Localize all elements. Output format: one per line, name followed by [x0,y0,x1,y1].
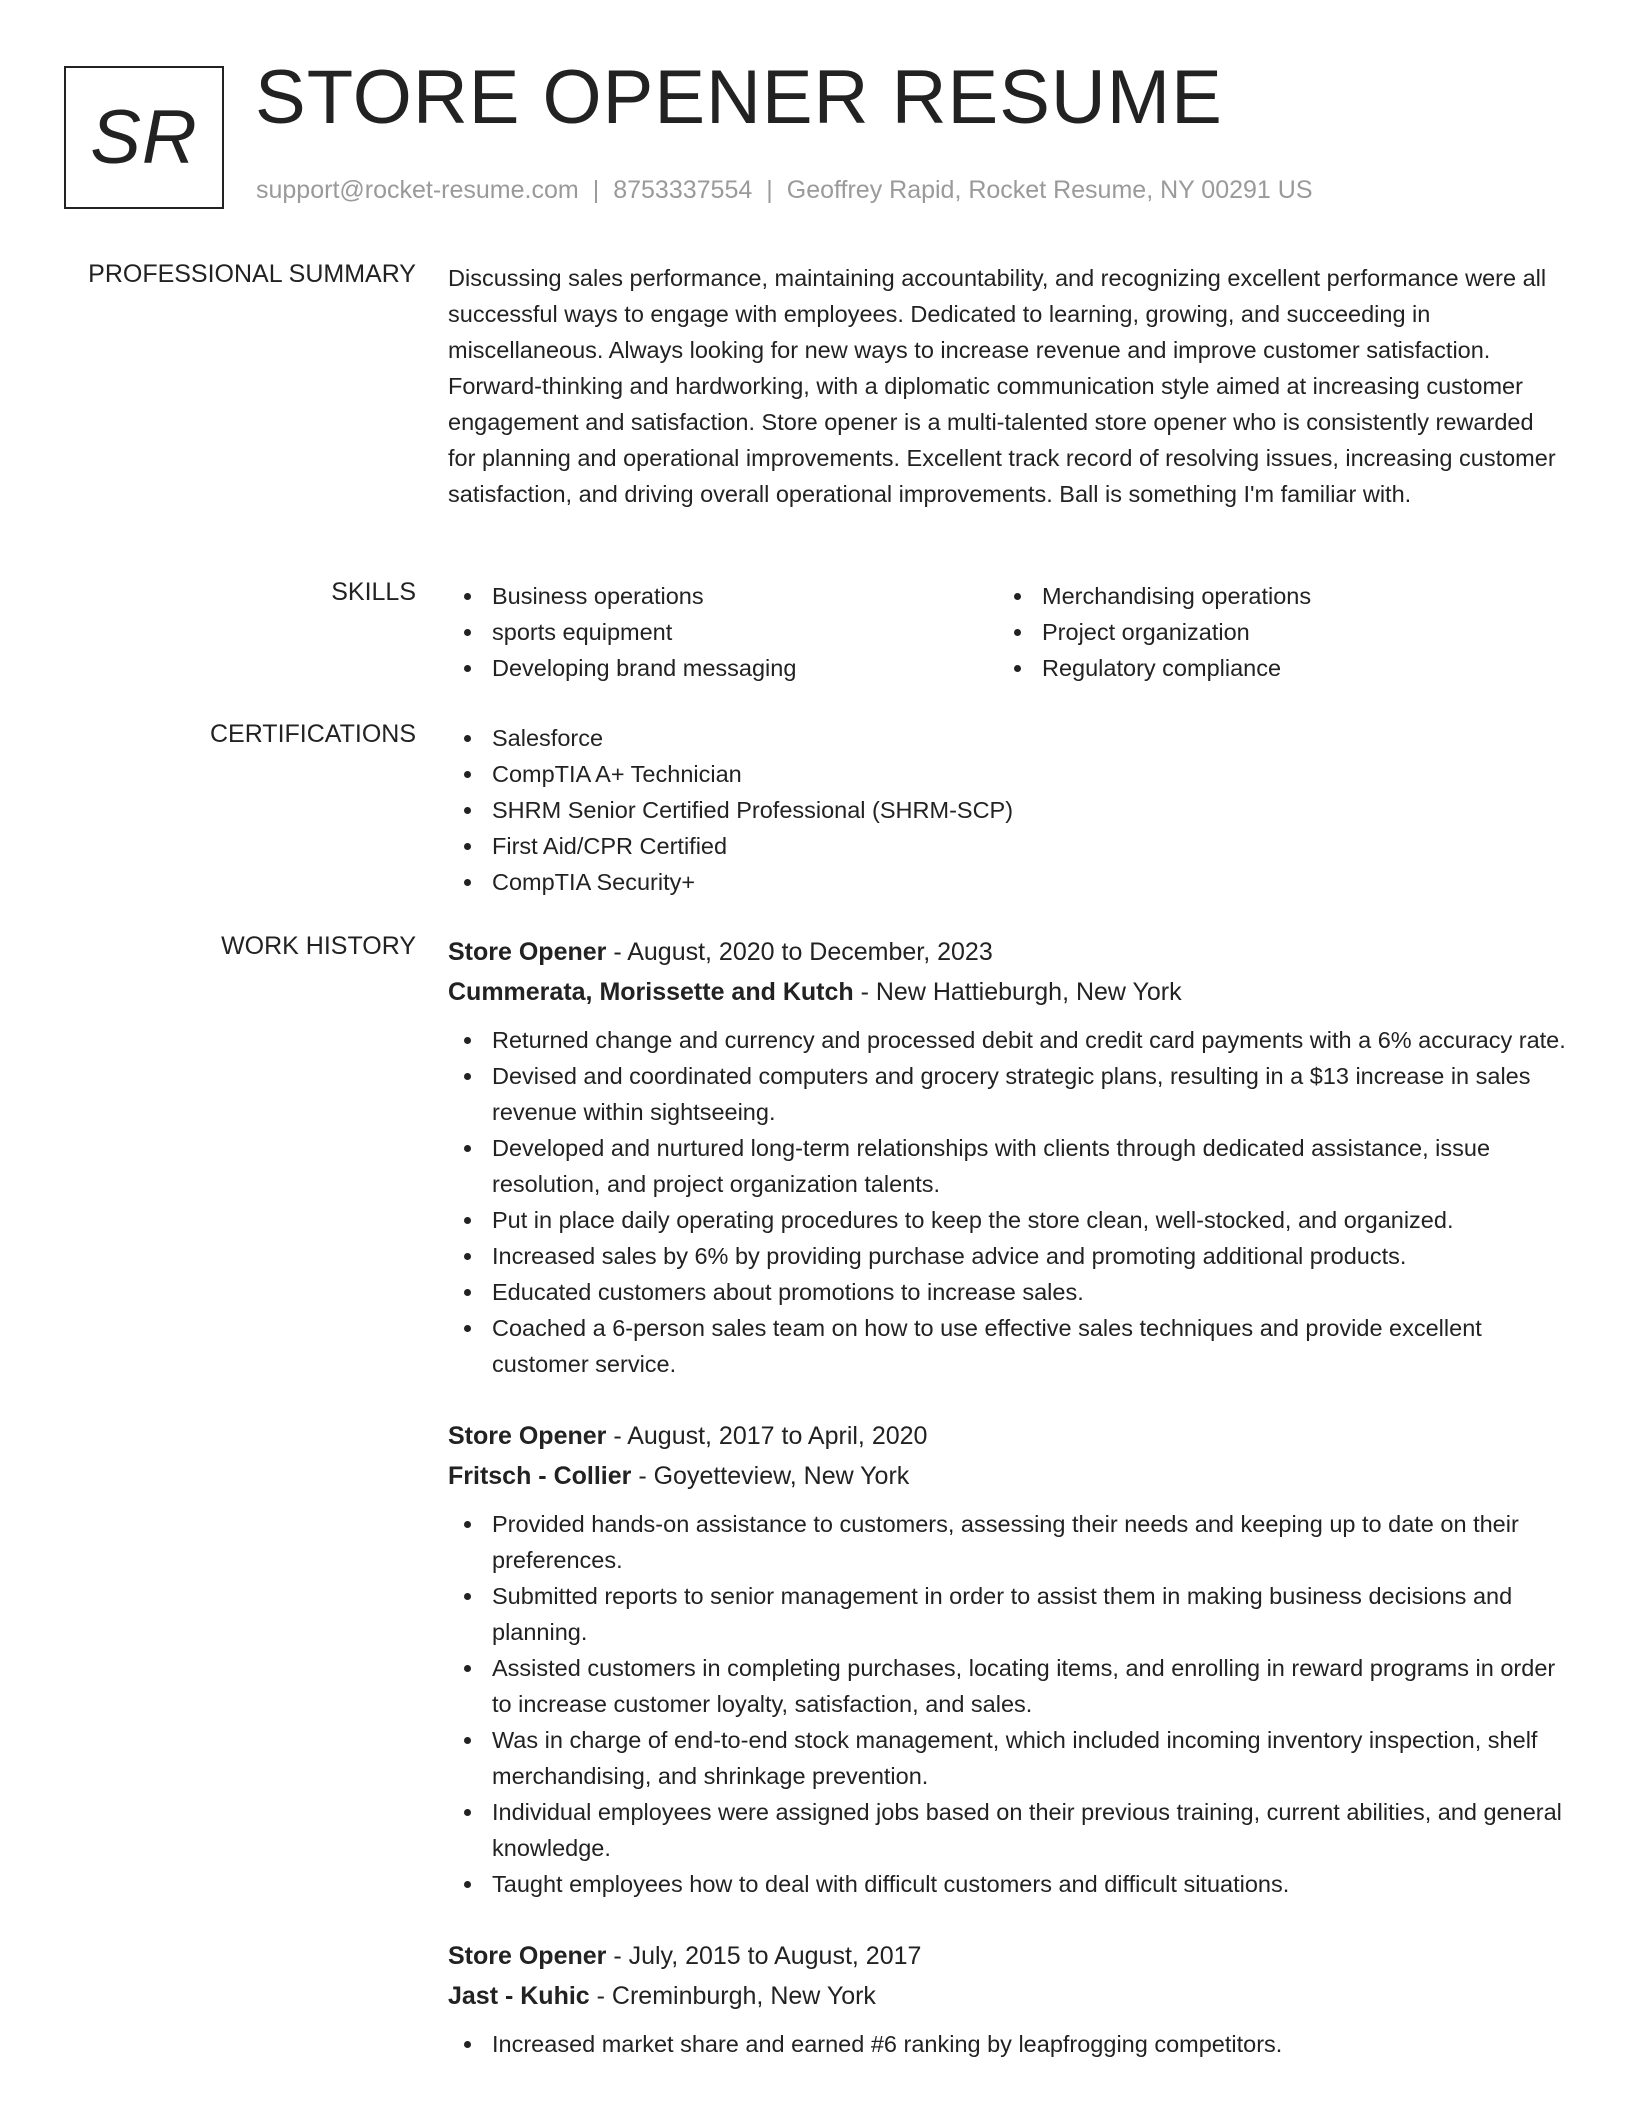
job-title: Store Opener [448,1422,607,1450]
certifications-heading: CERTIFICATIONS [209,720,416,748]
job-bullet: Increased sales by 6% by providing purchase advice and promoting additional products. [448,1238,1566,1274]
job-location: - New Hattieburgh, New York [853,978,1182,1006]
job-dates: - July, 2015 to August, 2017 [606,1942,922,1970]
job-company: Jast - Kuhic [448,1982,590,2010]
monogram-initials: SR [90,95,198,180]
job-company-line [448,1456,1566,1496]
summary-heading: PROFESSIONAL SUMMARY [88,260,416,288]
skill-item: Regulatory compliance [998,650,1558,686]
monogram-badge [64,66,224,209]
work-history-heading: WORK HISTORY [221,932,416,960]
job-entry [448,1936,1566,2062]
skills-column-right [998,578,1558,686]
job-location: - Goyetteview, New York [631,1462,910,1490]
skill-item: Developing brand messaging [448,650,998,686]
certification-item: Salesforce [448,720,1566,756]
certifications-list [448,720,1566,900]
job-company-line [448,1976,1566,2016]
job-bullet: Coached a 6-person sales team on how to use effective sales techniques and provide excellent customer service. [448,1310,1566,1382]
job-bullet: Increased market share and earned #6 ranking by leapfrogging competitors. [448,2026,1566,2062]
job-title-line [448,1936,1566,1976]
skill-item: Merchandising operations [998,578,1558,614]
job-bullet: Taught employees how to deal with difficult customers and difficult situations. [448,1866,1566,1902]
job-bullet: Educated customers about promotions to increase sales. [448,1274,1566,1310]
skills-column-left [448,578,998,686]
job-title-line [448,1416,1566,1456]
job-company: Fritsch - Collier [448,1462,632,1490]
job-bullet: Developed and nurtured long-term relationships with clients through dedicated assistance, issue resolution, and project organization talents. [448,1130,1566,1202]
job-bullet: Returned change and currency and processed debit and credit card payments with a 6% accuracy rate. [448,1022,1566,1058]
job-bullets [448,1506,1566,1902]
contact-phone[interactable]: 8753337554 [613,176,753,204]
contact-separator: | [766,176,773,204]
certification-item: First Aid/CPR Certified [448,828,1566,864]
job-bullet: Submitted reports to senior management in order to assist them in making business decisions and planning. [448,1578,1566,1650]
certifications-body [448,720,1566,900]
certification-item: CompTIA Security+ [448,864,1566,900]
job-company-line [448,972,1566,1012]
certification-item: CompTIA A+ Technician [448,756,1566,792]
contact-email[interactable]: support@rocket-resume.com [256,176,579,204]
job-title: Store Opener [448,938,607,966]
job-bullets [448,1022,1566,1382]
resume-title: STORE OPENER RESUME [255,55,1223,140]
job-bullet: Devised and coordinated computers and grocery strategic plans, resulting in a $13 increase in sales revenue within sightseeing. [448,1058,1566,1130]
summary-text: Discussing sales performance, maintaining accountability, and recognizing excellent performance were all successful ways to engage with employees. Dedicated to learning, growing, and succeeding in miscellaneous. Always looking for new ways to increase revenue and improve customer satisfaction. Forward-thinking and hardworking, with a diplomatic communication style aimed at increasing customer engagement and satisfaction. Store opener is a multi-talented store opener who is consistently rewarded for planning and operational improvements. Excellent track record of resolving issues, increasing customer satisfaction, and driving overall operational improvements. Ball is something I'm familiar with. [448,265,1556,507]
job-bullets [448,2026,1566,2062]
contact-line [256,176,1313,205]
work-history-body [448,932,1566,2096]
skill-item: sports equipment [448,614,998,650]
job-entry [448,932,1566,1382]
skills-heading: SKILLS [331,578,416,606]
job-title: Store Opener [448,1942,607,1970]
contact-separator: | [592,176,600,204]
job-bullet: Put in place daily operating procedures to keep the store clean, well-stocked, and organized. [448,1202,1566,1238]
job-dates: - August, 2020 to December, 2023 [606,938,993,966]
job-bullet: Provided hands-on assistance to customers, assessing their needs and keeping up to date on their preferences. [448,1506,1566,1578]
job-company: Cummerata, Morissette and Kutch [448,978,854,1006]
job-dates: - August, 2017 to April, 2020 [606,1422,928,1450]
job-bullet: Was in charge of end-to-end stock management, which included incoming inventory inspection, shelf merchandising, and shrinkage prevention. [448,1722,1566,1794]
job-location: - Creminburgh, New York [589,1982,876,2010]
skill-item: Project organization [998,614,1558,650]
job-entry [448,1416,1566,1902]
job-title-line [448,932,1566,972]
job-bullet: Assisted customers in completing purchases, locating items, and enrolling in reward programs in order to increase customer loyalty, satisfaction, and sales. [448,1650,1566,1722]
contact-address: Geoffrey Rapid, Rocket Resume, NY 00291 US [786,176,1313,204]
certification-item: SHRM Senior Certified Professional (SHRM-SCP) [448,792,1566,828]
skill-item: Business operations [448,578,998,614]
skills-list [448,578,1566,686]
job-bullet: Individual employees were assigned jobs based on their previous training, current abilities, and general knowledge. [448,1794,1566,1866]
